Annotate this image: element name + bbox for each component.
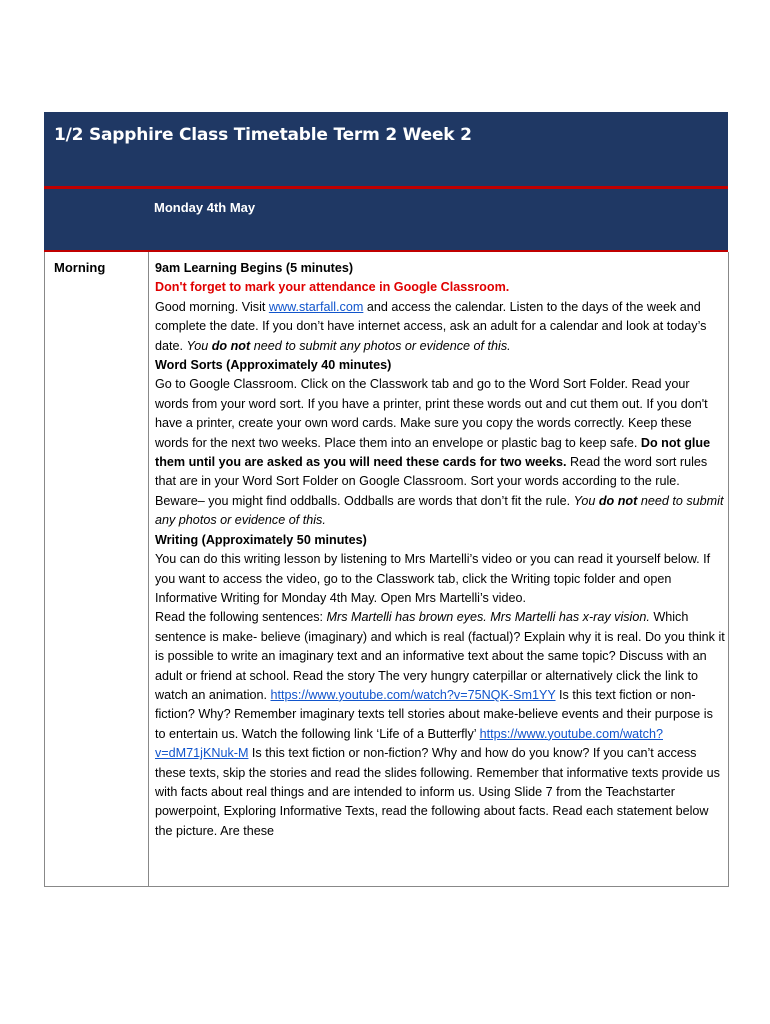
timetable-header [44, 112, 728, 187]
text-span: You [186, 338, 212, 353]
butterfly-video-link[interactable]: https://www.youtube.com/watch?v=dM71jKNuk-M [155, 726, 663, 761]
emphasis-do-not: do not [598, 493, 638, 508]
word-sorts-paragraph [155, 375, 725, 530]
day-label: Monday 4th May [154, 200, 256, 215]
glue-warning: Do not glue them until you are asked as you will need these cards for two weeks. [155, 435, 711, 470]
calendar-paragraph [155, 298, 725, 356]
starfall-link[interactable]: www.starfall.com [268, 299, 364, 314]
writing-task-paragraph [155, 608, 725, 841]
learning-begins-heading: 9am Learning Begins (5 minutes) [155, 261, 354, 275]
writing-heading: Writing (Approximately 50 minutes) [155, 532, 367, 547]
lesson-content [155, 259, 725, 841]
text-span: need to submit any photos or evidence of this. [250, 338, 511, 353]
text-span: You [573, 493, 599, 508]
text-span: and access the calendar. Listen to the days of the week and complete the date. If you don’t have internet access, ask an adult for a calendar and look at today’s date. [155, 299, 707, 353]
text-span: Is this text fiction or non-fiction? Why? Remember imaginary texts tell stories about make-believe events and their purpose is to entertain us. Watch the following link ‘Life of a Butterfly’ [155, 687, 713, 741]
writing-intro-paragraph: You can do this writing lesson by listening to Mrs Martelli’s video or you can read it yourself below. If you want to access the video, go to the Classwork tab, click the Writing topic folder and open Informative Writing for Monday 4th May. Open Mrs Martelli’s video. [155, 552, 711, 605]
page-title: 1/2 Sapphire Class Timetable Term 2 Week 2 [54, 125, 472, 145]
word-sorts-heading: Word Sorts (Approximately 40 minutes) [155, 358, 392, 373]
example-sentences: Mrs Martelli has brown eyes. Mrs Martelli has x-ray vision. [326, 610, 650, 625]
text-span: Good morning. Visit [155, 299, 269, 314]
text-span: need to submit any photos or evidence of this. [155, 493, 724, 528]
text-span: Read the word sort rules that are in your Word Sort Folder on Google Classroom. Sort your words according to the rule. Beware– you might find oddballs. Oddballs are words that don’t fit the rule. [155, 455, 708, 508]
column-divider [148, 252, 149, 886]
text-span: Go to Google Classroom. Click on the Classwork tab and go to the Word Sort Folder. Read your words from your word sort. If you have a printer, print these words out and cut them out. If you don't have a printer, create your own word cards. Make sure you copy the words correctly. Keep these words for the next two weeks. Place them into an envelope or plastic bag to keep safe. [155, 377, 708, 450]
timetable-row [44, 252, 729, 887]
emphasis-do-not: do not [211, 338, 251, 353]
caterpillar-video-link[interactable]: https://www.youtube.com/watch?v=75NQK-Sm1YY [270, 687, 556, 702]
attendance-reminder: Don't forget to mark your attendance in Google Classroom. [155, 280, 510, 295]
day-header [44, 189, 728, 250]
text-span: Which sentence is make- believe (imaginary) and which is real (factual)? Explain why it is real. Do you think it is possible to write an imaginary text and an informative text about the same topic? Discuss with an adult or friend at school. Read the story The very hungry caterpillar or alternatively click the link to watch an animation. [155, 610, 725, 702]
session-label: Morning [54, 260, 106, 275]
text-span: Read the following sentences: [155, 610, 327, 625]
text-span: Is this text fiction or non-fiction? Why and how do you know? If you can’t access these texts, skip the stories and read the slides following. Remember that informative texts provide us with facts about real things and are intended to inform us. Using Slide 7 from the Teachstarter powerpoint, Exploring Informative Texts, read the following about facts. Read each statement below the picture. Are these [155, 746, 720, 838]
